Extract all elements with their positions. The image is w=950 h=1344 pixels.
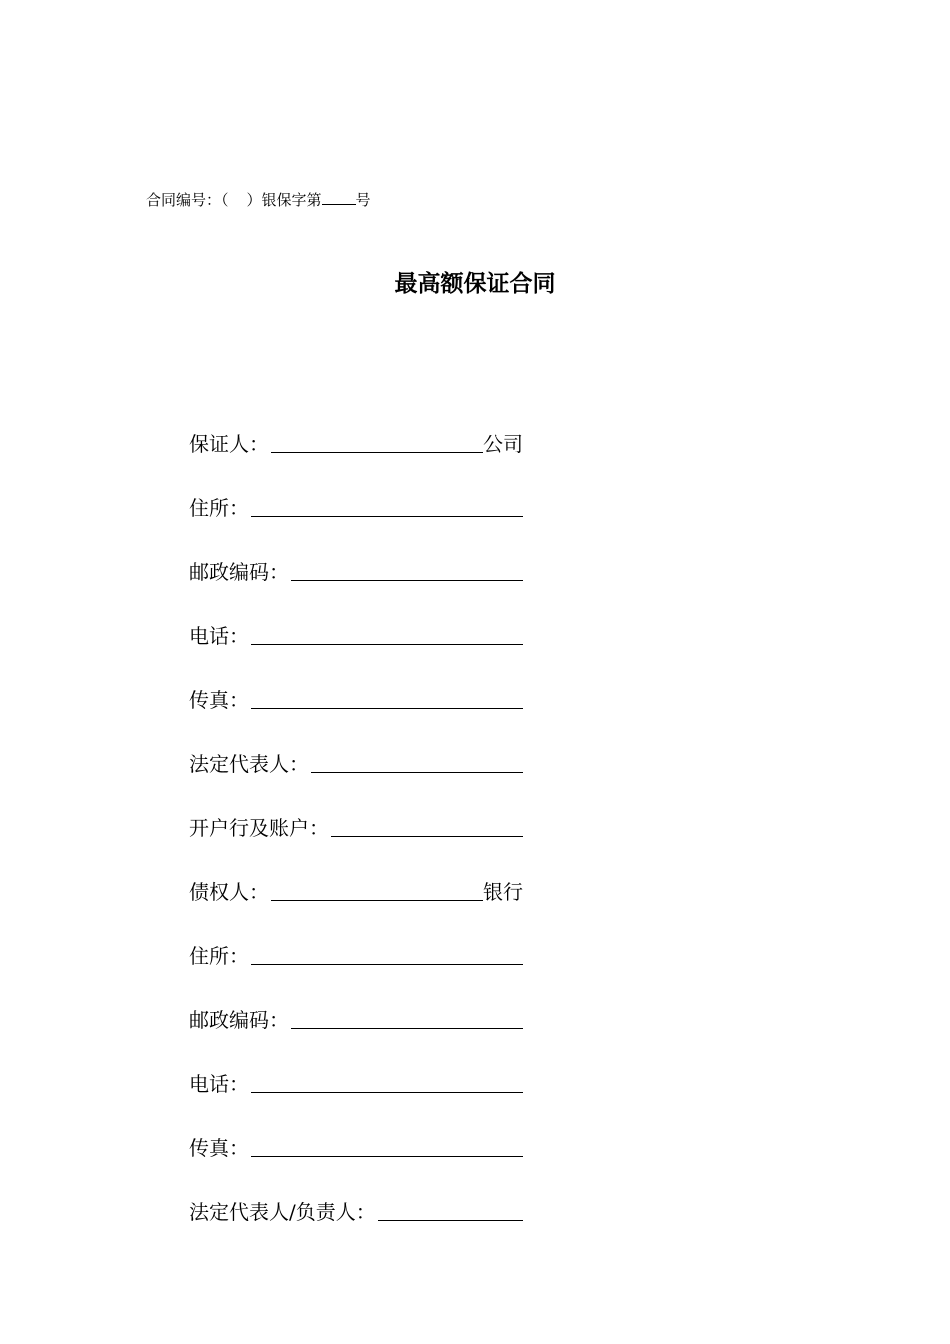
field-guarantor-postcode (189, 524, 523, 588)
field-label: 保证人： (189, 432, 269, 456)
fill-in-blank (378, 1200, 523, 1221)
document-title: 最高额保证合同 (394, 270, 556, 297)
field-suffix: 公司 (483, 432, 523, 456)
field-label: 电话： (189, 1072, 249, 1096)
field-label: 住所： (189, 496, 249, 520)
field-label: 债权人： (189, 880, 269, 904)
field-guarantor-legal-rep (189, 716, 523, 780)
field-suffix: 银行 (483, 880, 523, 904)
fill-in-blank (331, 816, 523, 837)
party-info-list (189, 396, 523, 1228)
contract-number-mid: ）银保字第 (246, 191, 322, 209)
field-creditor-postcode (189, 972, 523, 1036)
field-guarantor-fax (189, 652, 523, 716)
field-label: 传真： (189, 1136, 249, 1160)
fill-in-blank (251, 1136, 523, 1157)
fill-in-blank (311, 752, 523, 773)
fill-in-blank (251, 496, 523, 517)
fill-in-blank (251, 688, 523, 709)
field-guarantor-address (189, 460, 523, 524)
field-label: 法定代表人： (189, 752, 309, 776)
field-guarantor (189, 396, 523, 460)
contract-number-suffix: 号 (355, 191, 371, 209)
contract-number-prefix: 合同编号：（ (146, 191, 229, 209)
field-creditor-phone (189, 1036, 523, 1100)
fill-in-blank (251, 624, 523, 645)
contract-number-line (146, 190, 371, 210)
field-creditor (189, 844, 523, 908)
field-label: 住所： (189, 944, 249, 968)
field-label: 开户行及账户： (189, 816, 329, 840)
field-label: 传真： (189, 688, 249, 712)
field-label: 电话： (189, 624, 249, 648)
contract-number-blank (322, 191, 356, 205)
fill-in-blank (251, 944, 523, 965)
field-creditor-fax (189, 1100, 523, 1164)
field-label: 邮政编码： (189, 1008, 289, 1032)
field-creditor-address (189, 908, 523, 972)
fill-in-blank (271, 432, 483, 453)
field-label: 邮政编码： (189, 560, 289, 584)
fill-in-blank (291, 1008, 523, 1029)
fill-in-blank (251, 1072, 523, 1093)
fill-in-blank (271, 880, 483, 901)
fill-in-blank (291, 560, 523, 581)
field-guarantor-bank-account (189, 780, 523, 844)
field-guarantor-phone (189, 588, 523, 652)
field-creditor-legal-rep (189, 1164, 523, 1228)
field-label: 法定代表人/负责人： (189, 1200, 376, 1224)
